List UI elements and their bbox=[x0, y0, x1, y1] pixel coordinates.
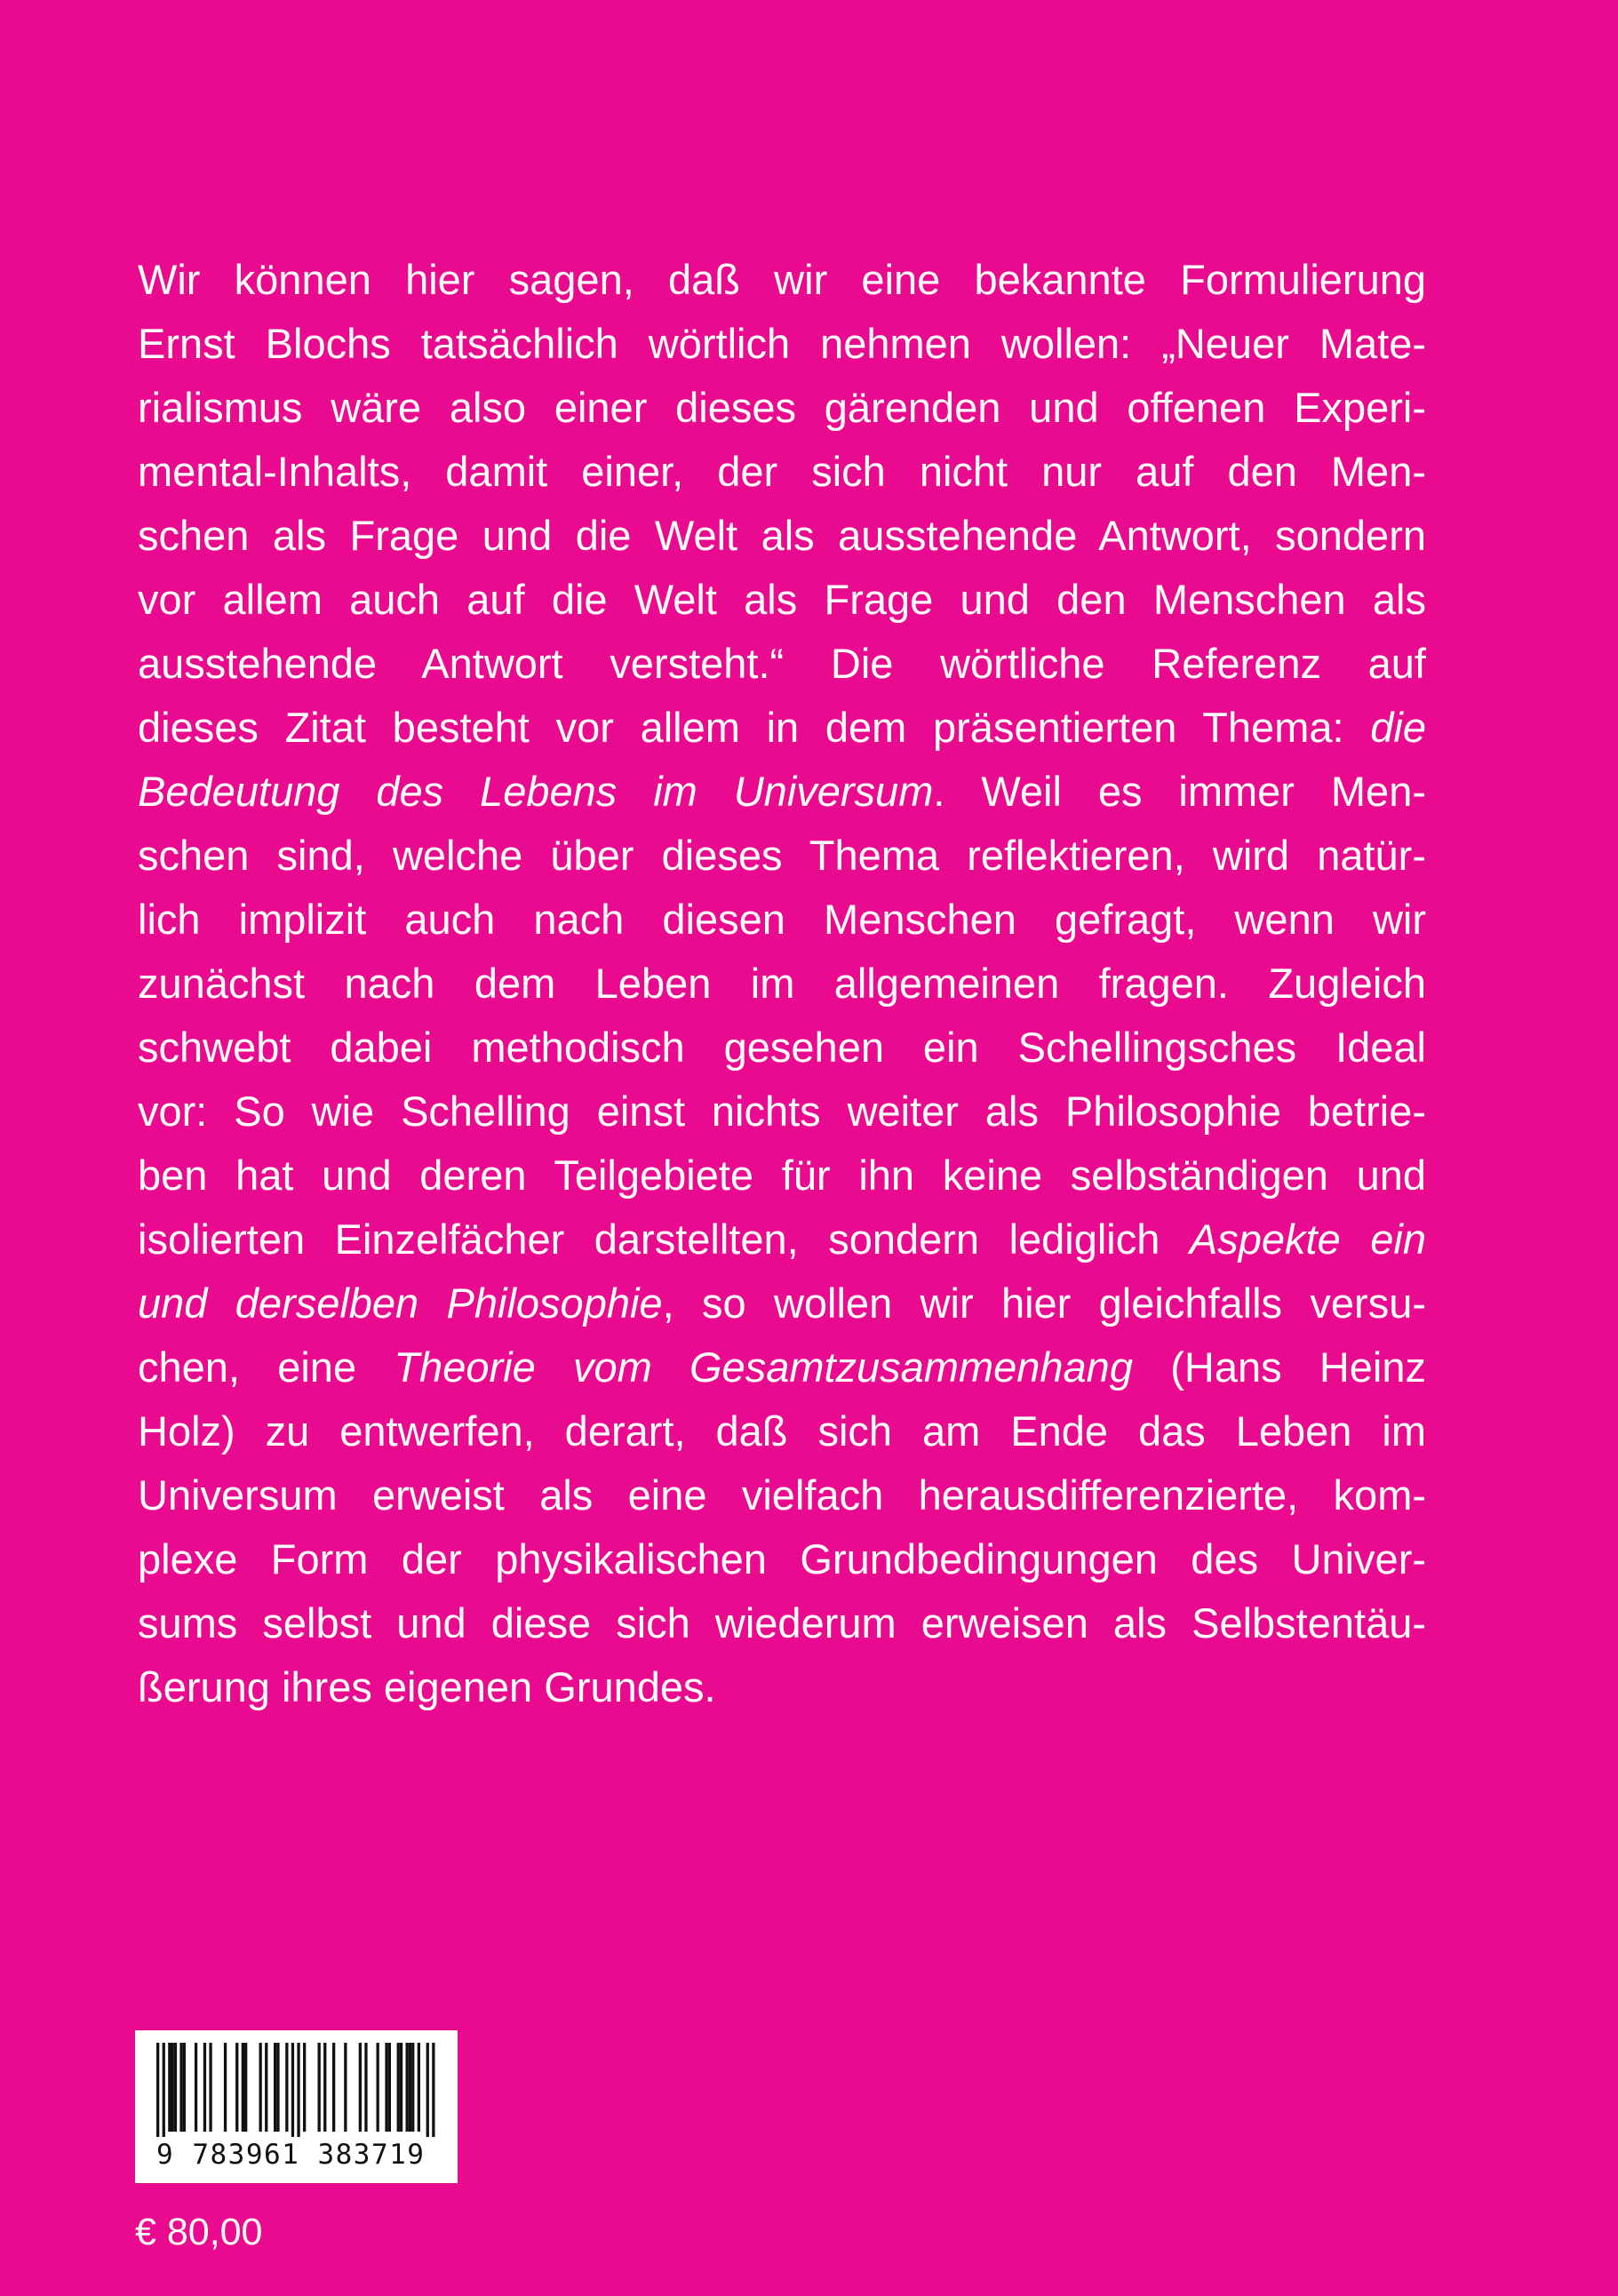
barcode-bar bbox=[203, 2043, 206, 2132]
barcode-bar bbox=[303, 2043, 306, 2132]
blurb-text-run: plexe Form der physikalischen Grundbedingungen des Univer- bbox=[138, 1535, 1426, 1582]
barcode-bar bbox=[195, 2043, 197, 2132]
barcode-bar bbox=[274, 2043, 276, 2132]
blurb-text-run: sums selbst und diese sich wiederum erweisen als Selbstentäu- bbox=[138, 1599, 1426, 1646]
blurb-italic-phrase: Theorie vom Gesamtzusammenhang bbox=[394, 1343, 1133, 1391]
blurb-text-run: Universum erweist als eine vielfach herausdifferenzierte, kom- bbox=[138, 1471, 1426, 1519]
barcode-bar bbox=[426, 2043, 429, 2137]
barcode-bar bbox=[224, 2043, 227, 2132]
blurb-italic-phrase: Aspekte ein bbox=[1189, 1216, 1426, 1263]
barcode-bar bbox=[406, 2043, 409, 2132]
barcode-bar bbox=[183, 2043, 186, 2132]
blurb-text-run: Holz) zu entwerfen, derart, daß sich am Ende das Leben im bbox=[138, 1407, 1426, 1455]
barcode-bar bbox=[156, 2043, 159, 2137]
blurb-text-run: , so wollen wir hier gleichfalls versu- bbox=[662, 1280, 1426, 1327]
barcode-bar bbox=[291, 2043, 294, 2137]
barcode-bar bbox=[332, 2043, 335, 2132]
barcode-bar bbox=[209, 2043, 211, 2132]
blurb-italic-phrase: die bbox=[1370, 704, 1426, 751]
blurb-line bbox=[138, 888, 1426, 952]
isbn-number: 9 783961 383719 bbox=[156, 2139, 426, 2171]
blurb-line bbox=[138, 1655, 1426, 1719]
barcode-bar bbox=[432, 2043, 434, 2137]
blurb-text-run: schwebt dabei methodisch gesehen ein Schellingsches Ideal bbox=[138, 1024, 1426, 1071]
blurb-text-run: lich implizit auch nach diesen Menschen gefragt, wenn wir bbox=[138, 896, 1426, 943]
blurb-line bbox=[138, 1080, 1426, 1144]
blurb-text-run: vor allem auch auf die Welt als Frage und den Menschen als bbox=[138, 576, 1426, 623]
blurb-line bbox=[138, 1016, 1426, 1080]
blurb-line bbox=[138, 1527, 1426, 1591]
blurb-text-run: chen, eine bbox=[138, 1343, 395, 1391]
barcode-bar bbox=[397, 2043, 400, 2132]
blurb-line bbox=[138, 312, 1426, 376]
blurb-text-run: schen sind, welche über dieses Thema reflektieren, wird natür- bbox=[138, 832, 1426, 879]
blurb-line bbox=[138, 1591, 1426, 1655]
barcode-bar bbox=[323, 2043, 326, 2132]
blurb-line bbox=[138, 760, 1426, 824]
blurb-line bbox=[138, 1272, 1426, 1335]
barcode-bar bbox=[285, 2043, 288, 2132]
blurb-line bbox=[138, 568, 1426, 632]
blurb-text-run: . Weil es immer Men- bbox=[933, 768, 1426, 815]
blurb-line bbox=[138, 1399, 1426, 1463]
barcode-bar bbox=[179, 2043, 182, 2132]
blurb-line bbox=[138, 632, 1426, 696]
blurb-line bbox=[138, 824, 1426, 888]
barcode-bar bbox=[400, 2043, 403, 2132]
blurb-text-run: schen als Frage und die Welt als ausstehende Antwort, sondern bbox=[138, 512, 1426, 559]
blurb-text-run: dieses Zitat besteht vor allem in dem präsentierten Thema: bbox=[138, 704, 1371, 751]
blurb-line bbox=[138, 1335, 1426, 1399]
blurb-line bbox=[138, 1144, 1426, 1208]
barcode-bar bbox=[411, 2043, 414, 2132]
blurb-text-run: ausstehende Antwort versteht.“ Die wörtliche Referenz auf bbox=[138, 640, 1426, 687]
barcode-bar bbox=[418, 2043, 420, 2132]
blurb-text-run: mental-Inhalts, damit einer, der sich nicht nur auf den Men- bbox=[138, 448, 1426, 495]
barcode-bar bbox=[235, 2043, 238, 2132]
blurb-line bbox=[138, 248, 1426, 312]
blurb-text-run: ben hat und deren Teilgebiete für ihn keine selbständigen und bbox=[138, 1152, 1426, 1199]
barcode-bar bbox=[318, 2043, 321, 2132]
barcode-bars bbox=[151, 2043, 442, 2137]
price: € 80,00 bbox=[135, 2211, 263, 2253]
blurb-text bbox=[138, 248, 1426, 1719]
blurb-text-run: isolierten Einzelfächer darstellten, sondern lediglich bbox=[138, 1216, 1190, 1263]
barcode-bar bbox=[163, 2043, 165, 2137]
blurb-text-run: ßerung ihres eigenen Grundes. bbox=[138, 1663, 716, 1710]
blurb-line bbox=[138, 696, 1426, 760]
barcode-bar bbox=[364, 2043, 367, 2132]
blurb-italic-phrase: und derselben Philosophie bbox=[138, 1280, 663, 1327]
barcode-bar bbox=[242, 2043, 244, 2132]
barcode-bar bbox=[168, 2043, 171, 2132]
barcode-bar bbox=[344, 2043, 347, 2132]
blurb-text-run: rialismus wäre also einer dieses gärenden und offenen Experi- bbox=[138, 384, 1426, 431]
barcode-bar bbox=[409, 2043, 411, 2132]
blurb-text-run: (Hans Heinz bbox=[1132, 1343, 1427, 1391]
blurb-line bbox=[138, 440, 1426, 504]
barcode-bar bbox=[244, 2043, 247, 2132]
barcode-bar bbox=[377, 2043, 379, 2132]
blurb-line bbox=[138, 376, 1426, 440]
barcode-bar bbox=[259, 2043, 262, 2132]
blurb-text-run: Wir können hier sagen, daß wir eine bekannte Formulierung bbox=[138, 256, 1426, 303]
blurb-text-run: zunächst nach dem Leben im allgemeinen fragen. Zugleich bbox=[138, 960, 1426, 1007]
blurb-text-run: vor: So wie Schelling einst nichts weiter als Philosophie betrie- bbox=[138, 1088, 1426, 1135]
blurb-text-run: Ernst Blochs tatsächlich wörtlich nehmen wollen: „Neuer Mate- bbox=[138, 320, 1426, 367]
barcode-bar bbox=[276, 2043, 279, 2132]
barcode-bar bbox=[385, 2043, 387, 2132]
blurb-line bbox=[138, 1208, 1426, 1272]
barcode-bar bbox=[171, 2043, 174, 2132]
barcode-bar bbox=[388, 2043, 391, 2132]
barcode-bar bbox=[174, 2043, 177, 2132]
blurb-line bbox=[138, 1463, 1426, 1527]
barcode-bar bbox=[359, 2043, 362, 2132]
blurb-italic-phrase: Bedeutung des Lebens im Universum bbox=[138, 768, 934, 815]
blurb-line bbox=[138, 952, 1426, 1016]
barcode-bar bbox=[265, 2043, 267, 2132]
blurb-line bbox=[138, 504, 1426, 568]
isbn-barcode bbox=[135, 2030, 458, 2183]
barcode-bar bbox=[297, 2043, 299, 2137]
